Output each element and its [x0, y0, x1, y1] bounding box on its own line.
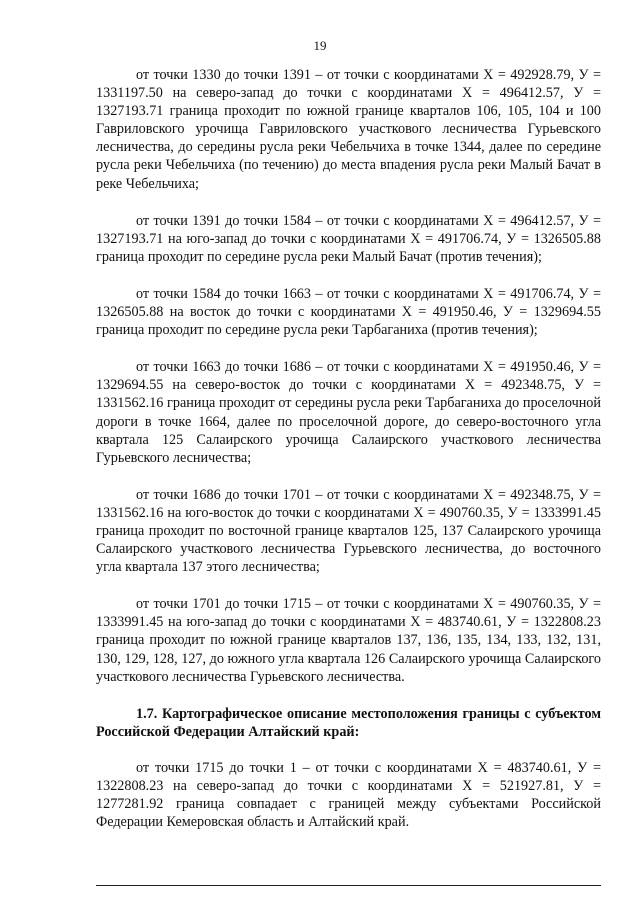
footer-divider [96, 885, 601, 886]
boundary-paragraph-1663-1686: от точки 1663 до точки 1686 – от точки с координатами Х = 491950.46, У = 1329694.55 на северо-восток до точки с координатами Х = 492348.75, У = 1331562.16 граница проходит от середины русла реки Тарбаганиха до проселочной дороги в точке 1664, далее по проселочной дороге, до северо-восточного угла квартала 125 Салаирского урочища Салаирского участкового лесничества Гурьевского лесничества; [96, 359, 601, 466]
document-body [96, 66, 601, 850]
boundary-paragraph-1701-1715: от точки 1701 до точки 1715 – от точки с координатами Х = 490760.35, У = 1333991.45 на юго-запад до точки с координатами Х = 483740.61, У = 1322808.23 граница проходит по южной границе кварталов 137, 136, 135, 134, 133, 132, 131, 130, 129, 128, 127, до южного угла квартала 126 Салаирского урочища Салаирского участкового лесничества Гурьевского лесничества. [96, 596, 601, 685]
boundary-paragraph-1686-1701: от точки 1686 до точки 1701 – от точки с координатами Х = 492348.75, У = 1331562.16 на юго-восток до точки с координатами Х = 490760.35, У = 1333991.45 граница проходит по восточной границе кварталов 125, 137 Салаирского урочища Салаирского участкового лесничества Гурьевского лесничества, до восточного угла квартала 137 этого лесничества; [96, 486, 601, 576]
section-heading-1-7: 1.7. Картографическое описание местоположения границы с субъектом Российской Федерации Алтайский край: [96, 705, 601, 740]
boundary-paragraph-1715-1: от точки 1715 до точки 1 – от точки с координатами Х = 483740.61, У = 1322808.23 на северо-запад до точки с координатами Х = 521927.81, У = 1277281.92 граница совпадает с границей между субъектами Российской Федерации Кемеровская область и Алтайский край. [96, 759, 601, 831]
boundary-paragraph-1391-1584: от точки 1391 до точки 1584 – от точки с координатами Х = 496412.57, У = 1327193.71 на юго-запад до точки с координатами Х = 491706.74, У = 1326505.88 граница проходит по середине русла реки Малый Бачат (против течения); [96, 212, 601, 265]
page-number: 19 [313, 38, 327, 53]
boundary-paragraph-1330-1391: от точки 1330 до точки 1391 – от точки с координатами Х = 492928.79, У = 1331197.50 на северо-запад до точки с координатами Х = 496412.57, У = 1327193.71 граница проходит по южной границе кварталов 106, 105, 104 и 100 Гавриловского урочища Гавриловского участкового лесничества Гурьевского лесничества, до середины русла реки Чебельчиха в точке 1344, далее по середине русла реки Чебельчиха (по течению) до места впадения русла реки Малый Бачат в реке Чебельчиха; [96, 67, 601, 192]
boundary-paragraph-1584-1663: от точки 1584 до точки 1663 – от точки с координатами Х = 491706.74, У = 1326505.88 на восток до точки с координатами Х = 491950.46, У = 1329694.55 граница проходит по середине русла реки Тарбаганиха (против течения); [96, 285, 601, 339]
